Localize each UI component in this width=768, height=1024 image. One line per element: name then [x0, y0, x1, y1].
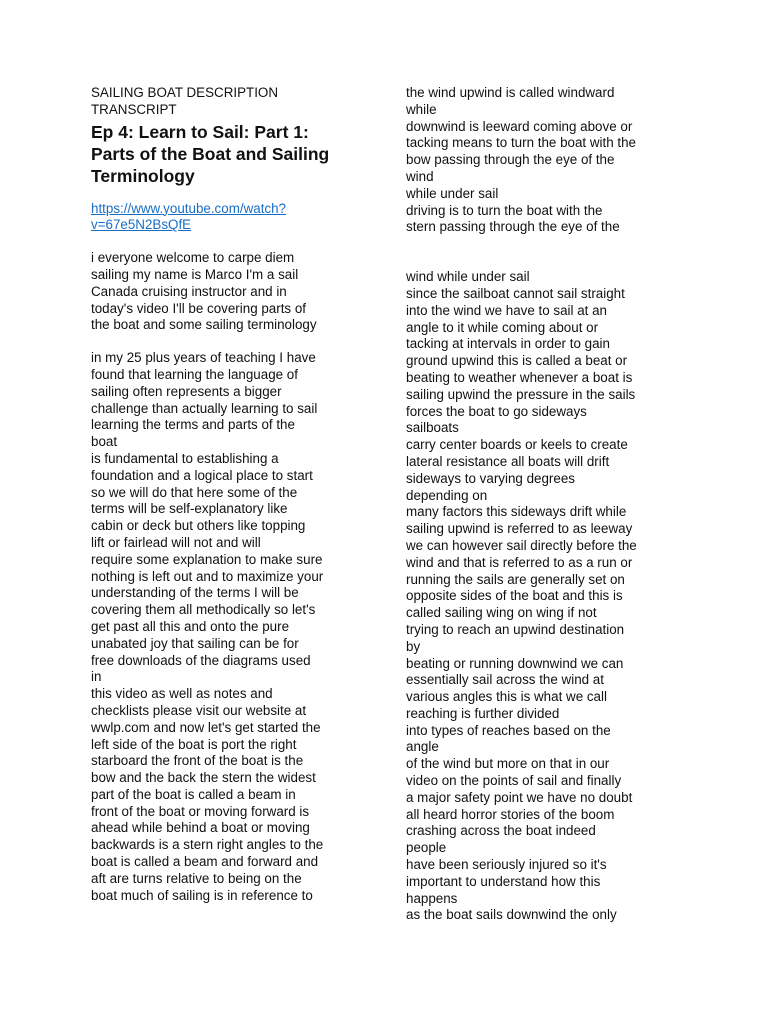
transcript-line: beating or running downwind we can	[406, 655, 624, 671]
transcript-line: ahead while behind a boat or moving	[91, 820, 310, 836]
transcript-line: cabin or deck but others like topping	[91, 518, 306, 534]
transcript-line: essentially sail across the wind at	[406, 672, 604, 688]
transcript-line: nothing is left out and to maximize your	[91, 568, 324, 584]
transcript-line: called sailing wing on wing if not	[406, 605, 597, 621]
transcript-line: lateral resistance all boats will drift	[406, 453, 610, 469]
transcript-line: lift or fairlead will not and will	[91, 534, 261, 550]
transcript-line: into the wind we have to sail at an	[406, 302, 607, 318]
transcript-line: sailing upwind is referred to as leeway	[406, 521, 633, 537]
transcript-line: i everyone welcome to carpe diem	[91, 250, 295, 266]
transcript-line: running the sails are generally set on	[406, 571, 625, 587]
transcript-line: while	[406, 101, 437, 117]
transcript-line: tacking at intervals in order to gain	[406, 336, 610, 352]
transcript-line: sailboats	[406, 420, 459, 436]
youtube-link-line[interactable]: v=67e5N2BsQfE	[91, 217, 192, 233]
transcript-line: covering them all methodically so let's	[91, 602, 316, 618]
transcript-line: sailing often represents a bigger	[91, 383, 282, 399]
transcript-line: into types of reaches based on the	[406, 722, 611, 738]
transcript-line: require some explanation to make sure	[91, 551, 323, 567]
transcript-line: this video as well as notes and	[91, 686, 273, 702]
transcript-line: have been seriously injured so it's	[406, 857, 607, 873]
transcript-line: sideways to varying degrees	[406, 470, 575, 486]
transcript-line: opposite sides of the boat and this is	[406, 588, 623, 604]
transcript-line: reaching is further divided	[406, 705, 560, 721]
transcript-line: starboard the front of the boat is the	[91, 753, 304, 769]
transcript-line: the wind upwind is called windward	[406, 85, 615, 100]
transcript-line: wwlp.com and now let's get started the	[91, 719, 321, 735]
transcript-line: challenge than actually learning to sail	[91, 400, 318, 416]
transcript-line: crashing across the boat indeed	[406, 823, 596, 839]
transcript-line: in my 25 plus years of teaching I have	[91, 350, 316, 366]
transcript-line: many factors this sideways drift while	[406, 504, 627, 520]
transcript-line: downwind is leeward coming above or	[406, 118, 633, 134]
transcript-line: forces the boat to go sideways	[406, 403, 587, 419]
transcript-line: sailing my name is Marco I'm a sail	[91, 266, 299, 282]
document-label-line: SAILING BOAT DESCRIPTION	[91, 85, 279, 100]
transcript-line: so we will do that here some of the	[91, 484, 298, 500]
left-column	[91, 85, 371, 904]
transcript-line: stern passing through the eye of the	[406, 219, 620, 235]
transcript-line: driving is to turn the boat with the	[406, 202, 603, 218]
transcript-line: trying to reach an upwind destination	[406, 621, 625, 637]
transcript-line: angle	[406, 739, 439, 755]
transcript-line: carry center boards or keels to create	[406, 437, 628, 453]
transcript-line: boat much of sailing is in reference to	[91, 887, 313, 903]
transcript-line: aft are turns relative to being on the	[91, 870, 302, 886]
transcript-line: the boat and some sailing terminology	[91, 317, 317, 333]
transcript-line: various angles this is what we call	[406, 689, 607, 705]
episode-title-line: Terminology	[91, 165, 195, 186]
transcript-line: people	[406, 840, 447, 856]
transcript-line: unabated joy that sailing can be for	[91, 635, 299, 651]
episode-title	[91, 121, 371, 187]
transcript-line: in	[91, 669, 102, 685]
transcript-line: boat	[91, 434, 118, 450]
transcript-block	[406, 269, 686, 924]
transcript-line: a major safety point we have no doubt	[406, 789, 633, 805]
transcript-line: wind and that is referred to as a run or	[406, 554, 633, 570]
document-label-line: TRANSCRIPT	[91, 101, 177, 117]
transcript-line: found that learning the language of	[91, 366, 298, 382]
transcript-line: happens	[406, 890, 458, 906]
transcript-line: depending on	[406, 487, 488, 503]
transcript-line: foundation and a logical place to start	[91, 467, 313, 483]
transcript-line: free downloads of the diagrams used	[91, 652, 311, 668]
transcript-line: since the sailboat cannot sail straight	[406, 285, 625, 301]
transcript-line: tacking means to turn the boat with the	[406, 135, 637, 151]
transcript-line: bow and the back the stern the widest	[91, 770, 316, 786]
transcript-line: wind while under sail	[406, 269, 530, 285]
transcript-line: terms will be self-explanatory like	[91, 501, 288, 517]
transcript-line: video on the points of sail and finally	[406, 773, 622, 789]
document-label	[91, 85, 371, 119]
transcript-line: Canada cruising instructor and in	[91, 283, 287, 299]
transcript-line: left side of the boat is port the right	[91, 736, 297, 752]
transcript-line: wind	[406, 168, 434, 184]
transcript-line: front of the boat or moving forward is	[91, 803, 310, 819]
intro-paragraph	[91, 250, 371, 334]
transcript-line: angle to it while coming about or	[406, 319, 599, 335]
episode-title-line: Ep 4: Learn to Sail: Part 1:	[91, 121, 309, 142]
youtube-link-line[interactable]: https://www.youtube.com/watch?	[91, 200, 287, 216]
transcript-line: is fundamental to establishing a	[91, 450, 279, 466]
transcript-line: learning the terms and parts of the	[91, 417, 295, 433]
transcript-line: as the boat sails downwind the only	[406, 907, 617, 923]
transcript-line: today's video I'll be covering parts of	[91, 300, 307, 316]
transcript-line: of the wind but more on that in our	[406, 756, 610, 772]
transcript-block	[406, 85, 686, 236]
body-paragraph	[91, 350, 371, 904]
transcript-line: get past all this and onto the pure	[91, 618, 290, 634]
youtube-link[interactable]	[91, 201, 371, 235]
transcript-line: backwards is a stern right angles to the	[91, 837, 324, 853]
transcript-line: boat is called a beam and forward and	[91, 854, 319, 870]
transcript-line: bow passing through the eye of the	[406, 152, 615, 168]
transcript-line: ground upwind this is called a beat or	[406, 353, 628, 369]
transcript-line: important to understand how this	[406, 873, 601, 889]
episode-title-line: Parts of the Boat and Sailing	[91, 143, 330, 164]
transcript-line: part of the boat is called a beam in	[91, 786, 296, 802]
transcript-line: while under sail	[406, 185, 499, 201]
transcript-line: by	[406, 638, 421, 654]
transcript-line: all heard horror stories of the boom	[406, 806, 615, 822]
right-column	[406, 85, 686, 924]
transcript-line: sailing upwind the pressure in the sails	[406, 386, 636, 402]
transcript-line: understanding of the terms I will be	[91, 585, 299, 601]
transcript-line: we can however sail directly before the	[406, 537, 637, 553]
transcript-line: checklists please visit our website at	[91, 702, 307, 718]
transcript-line: beating to weather whenever a boat is	[406, 369, 633, 385]
